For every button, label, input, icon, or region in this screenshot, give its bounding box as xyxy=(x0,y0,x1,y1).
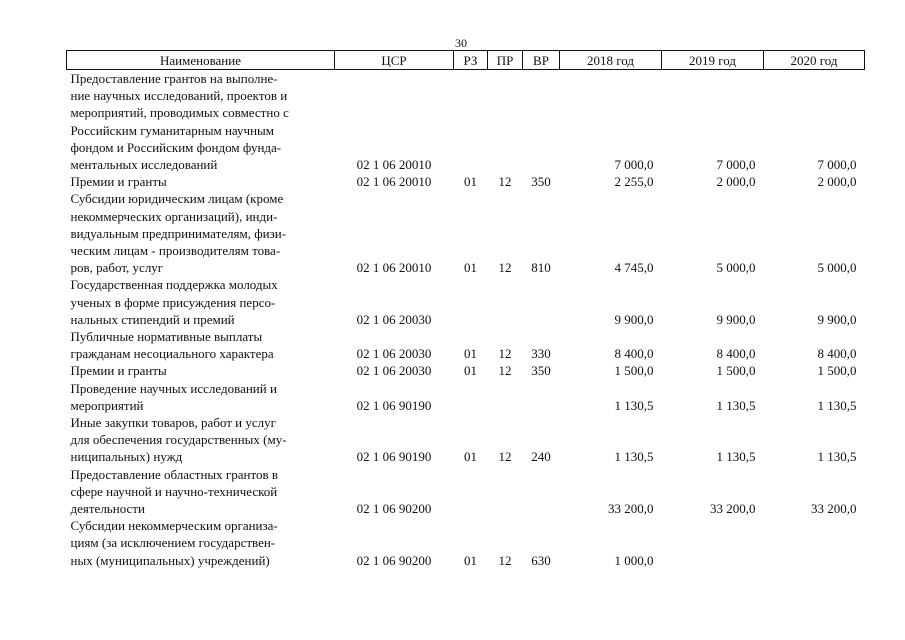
cell-pr: 12 xyxy=(498,363,512,379)
cell-rz: 01 xyxy=(464,552,477,568)
row-name-line: Премии и гранты xyxy=(70,174,167,190)
table-row xyxy=(67,380,865,414)
row-name-line: Проведение научных исследований и xyxy=(70,380,277,396)
header-csr: ЦСР xyxy=(335,51,454,70)
row-name-line: фондом и Российским фондом фунда- xyxy=(70,139,282,155)
cell-csr: 02 1 06 90190 xyxy=(356,449,432,465)
header-pr: ПР xyxy=(488,51,523,70)
row-name-line: ров, работ, услуг xyxy=(70,260,164,276)
row-name-line: ученых в форме присуждения персо- xyxy=(70,294,276,310)
row-name-line: для обеспечения государственных (му- xyxy=(70,432,287,448)
row-name-line: Публичные нормативные выплаты xyxy=(70,329,263,345)
row-name-line: гражданам несоциального характера xyxy=(70,346,274,362)
row-name xyxy=(67,173,335,190)
table-row xyxy=(67,517,865,569)
cell-y2019: 33 200,0 xyxy=(710,501,756,517)
cell-y2019: 1 130,5 xyxy=(716,397,756,413)
cell-vr: 630 xyxy=(531,552,551,568)
cell-csr: 02 1 06 20030 xyxy=(356,346,432,362)
header-rz: РЗ xyxy=(454,51,488,70)
row-name-line: Предоставление областных грантов в xyxy=(70,466,278,482)
cell-y2020: 8 400,0 xyxy=(817,346,857,362)
cell-y2019: 2 000,0 xyxy=(716,174,756,190)
cell-csr: 02 1 06 90200 xyxy=(356,552,432,568)
cell-y2020: 9 900,0 xyxy=(817,311,857,327)
cell-vr: 240 xyxy=(531,449,551,465)
cell-y2020: 2 000,0 xyxy=(817,174,857,190)
cell-y2018: 33 200,0 xyxy=(608,501,654,517)
row-name-line: сфере научной и научно-технической xyxy=(70,483,278,499)
budget-table xyxy=(66,50,865,569)
table-header-row xyxy=(67,51,865,70)
row-name xyxy=(67,362,335,379)
cell-vr xyxy=(523,466,560,518)
table-row xyxy=(67,173,865,190)
cell-y2019: 9 900,0 xyxy=(716,311,756,327)
cell-y2019 xyxy=(662,517,764,569)
page-number: 30 xyxy=(455,36,467,50)
cell-y2019: 7 000,0 xyxy=(716,157,756,173)
cell-y2018: 4 745,0 xyxy=(614,260,654,276)
cell-rz xyxy=(454,70,488,174)
table-row xyxy=(67,414,865,466)
row-name-line: нальных стипендий и премий xyxy=(70,311,235,327)
cell-csr: 02 1 06 90190 xyxy=(356,397,432,413)
cell-pr: 12 xyxy=(498,260,512,276)
cell-y2020 xyxy=(764,517,865,569)
cell-vr xyxy=(523,380,560,414)
row-name xyxy=(67,276,335,328)
row-name xyxy=(67,517,335,569)
cell-pr: 12 xyxy=(498,346,512,362)
row-name-line: ние научных исследований, проектов и xyxy=(70,88,288,104)
cell-pr xyxy=(488,70,523,174)
cell-csr: 02 1 06 20030 xyxy=(356,311,432,327)
cell-vr: 330 xyxy=(531,346,551,362)
cell-y2018: 1 000,0 xyxy=(614,552,654,568)
row-name xyxy=(67,380,335,414)
row-name-line: ментальных исследований xyxy=(70,157,218,173)
cell-rz xyxy=(454,276,488,328)
cell-y2018: 1 500,0 xyxy=(614,363,654,379)
row-name-line: Российским гуманитарным научным xyxy=(70,122,274,138)
cell-pr: 12 xyxy=(498,174,512,190)
cell-y2018: 1 130,5 xyxy=(614,397,654,413)
cell-pr xyxy=(488,276,523,328)
table-row xyxy=(67,466,865,518)
cell-csr: 02 1 06 20010 xyxy=(356,157,432,173)
cell-y2020: 33 200,0 xyxy=(811,501,857,517)
row-name-line: видуальным предпринимателям, физи- xyxy=(70,225,287,241)
cell-y2020: 1 500,0 xyxy=(817,363,857,379)
cell-rz xyxy=(454,466,488,518)
cell-vr: 350 xyxy=(531,174,551,190)
header-2018: 2018 год xyxy=(560,51,662,70)
table-row xyxy=(67,190,865,276)
cell-y2018: 2 255,0 xyxy=(614,174,654,190)
cell-y2019: 5 000,0 xyxy=(716,260,756,276)
header-2020: 2020 год xyxy=(764,51,865,70)
cell-vr: 350 xyxy=(531,363,551,379)
row-name xyxy=(67,190,335,276)
row-name-line: мероприятий, проводимых совместно с xyxy=(70,105,289,121)
cell-csr: 02 1 06 20030 xyxy=(356,363,432,379)
cell-rz: 01 xyxy=(464,346,477,362)
cell-y2020: 1 130,5 xyxy=(817,449,857,465)
header-vr: ВР xyxy=(523,51,560,70)
cell-y2019: 1 130,5 xyxy=(716,449,756,465)
cell-csr: 02 1 06 90200 xyxy=(356,501,432,517)
cell-y2018: 1 130,5 xyxy=(614,449,654,465)
cell-rz: 01 xyxy=(464,260,477,276)
row-name-line: мероприятий xyxy=(70,397,144,413)
row-name-line: Субсидии юридическим лицам (кроме xyxy=(70,191,284,207)
cell-y2019: 8 400,0 xyxy=(716,346,756,362)
row-name-line: Государственная поддержка молодых xyxy=(70,277,278,293)
cell-y2019: 1 500,0 xyxy=(716,363,756,379)
header-2019: 2019 год xyxy=(662,51,764,70)
row-name-line: Премии и гранты xyxy=(70,363,167,379)
row-name-line: Иные закупки товаров, работ и услуг xyxy=(70,415,276,431)
row-name-line: некоммерческих организаций), инди- xyxy=(70,208,278,224)
header-name: Наименование xyxy=(67,51,335,70)
row-name xyxy=(67,414,335,466)
row-name-line: Предоставление грантов на выполне- xyxy=(70,71,278,86)
row-name-line: деятельности xyxy=(70,501,145,517)
row-name-line: ниципальных) нужд xyxy=(70,449,183,465)
cell-vr xyxy=(523,70,560,174)
cell-y2018: 8 400,0 xyxy=(614,346,654,362)
cell-vr xyxy=(523,276,560,328)
row-name xyxy=(67,466,335,518)
cell-vr: 810 xyxy=(531,260,551,276)
table-row xyxy=(67,362,865,379)
cell-pr: 12 xyxy=(498,552,512,568)
table-row xyxy=(67,328,865,362)
cell-rz: 01 xyxy=(464,363,477,379)
cell-rz xyxy=(454,380,488,414)
row-name-line: ческим лицам - производителям това- xyxy=(70,243,281,259)
table-body xyxy=(67,70,865,569)
cell-rz: 01 xyxy=(464,174,477,190)
row-name-line: циям (за исключением государствен- xyxy=(70,535,276,551)
row-name-line: ных (муниципальных) учреждений) xyxy=(70,552,270,568)
cell-pr xyxy=(488,380,523,414)
cell-y2020: 7 000,0 xyxy=(817,157,857,173)
table-row xyxy=(67,276,865,328)
cell-csr: 02 1 06 20010 xyxy=(356,174,432,190)
row-name xyxy=(67,328,335,362)
cell-y2020: 1 130,5 xyxy=(817,397,857,413)
cell-pr xyxy=(488,466,523,518)
cell-y2018: 9 900,0 xyxy=(614,311,654,327)
cell-y2018: 7 000,0 xyxy=(614,157,654,173)
table-row xyxy=(67,70,865,174)
cell-rz: 01 xyxy=(464,449,477,465)
cell-pr: 12 xyxy=(498,449,512,465)
cell-y2020: 5 000,0 xyxy=(817,260,857,276)
row-name-line: Субсидии некоммерческим организа- xyxy=(70,518,278,534)
cell-csr: 02 1 06 20010 xyxy=(356,260,432,276)
row-name xyxy=(67,70,335,174)
